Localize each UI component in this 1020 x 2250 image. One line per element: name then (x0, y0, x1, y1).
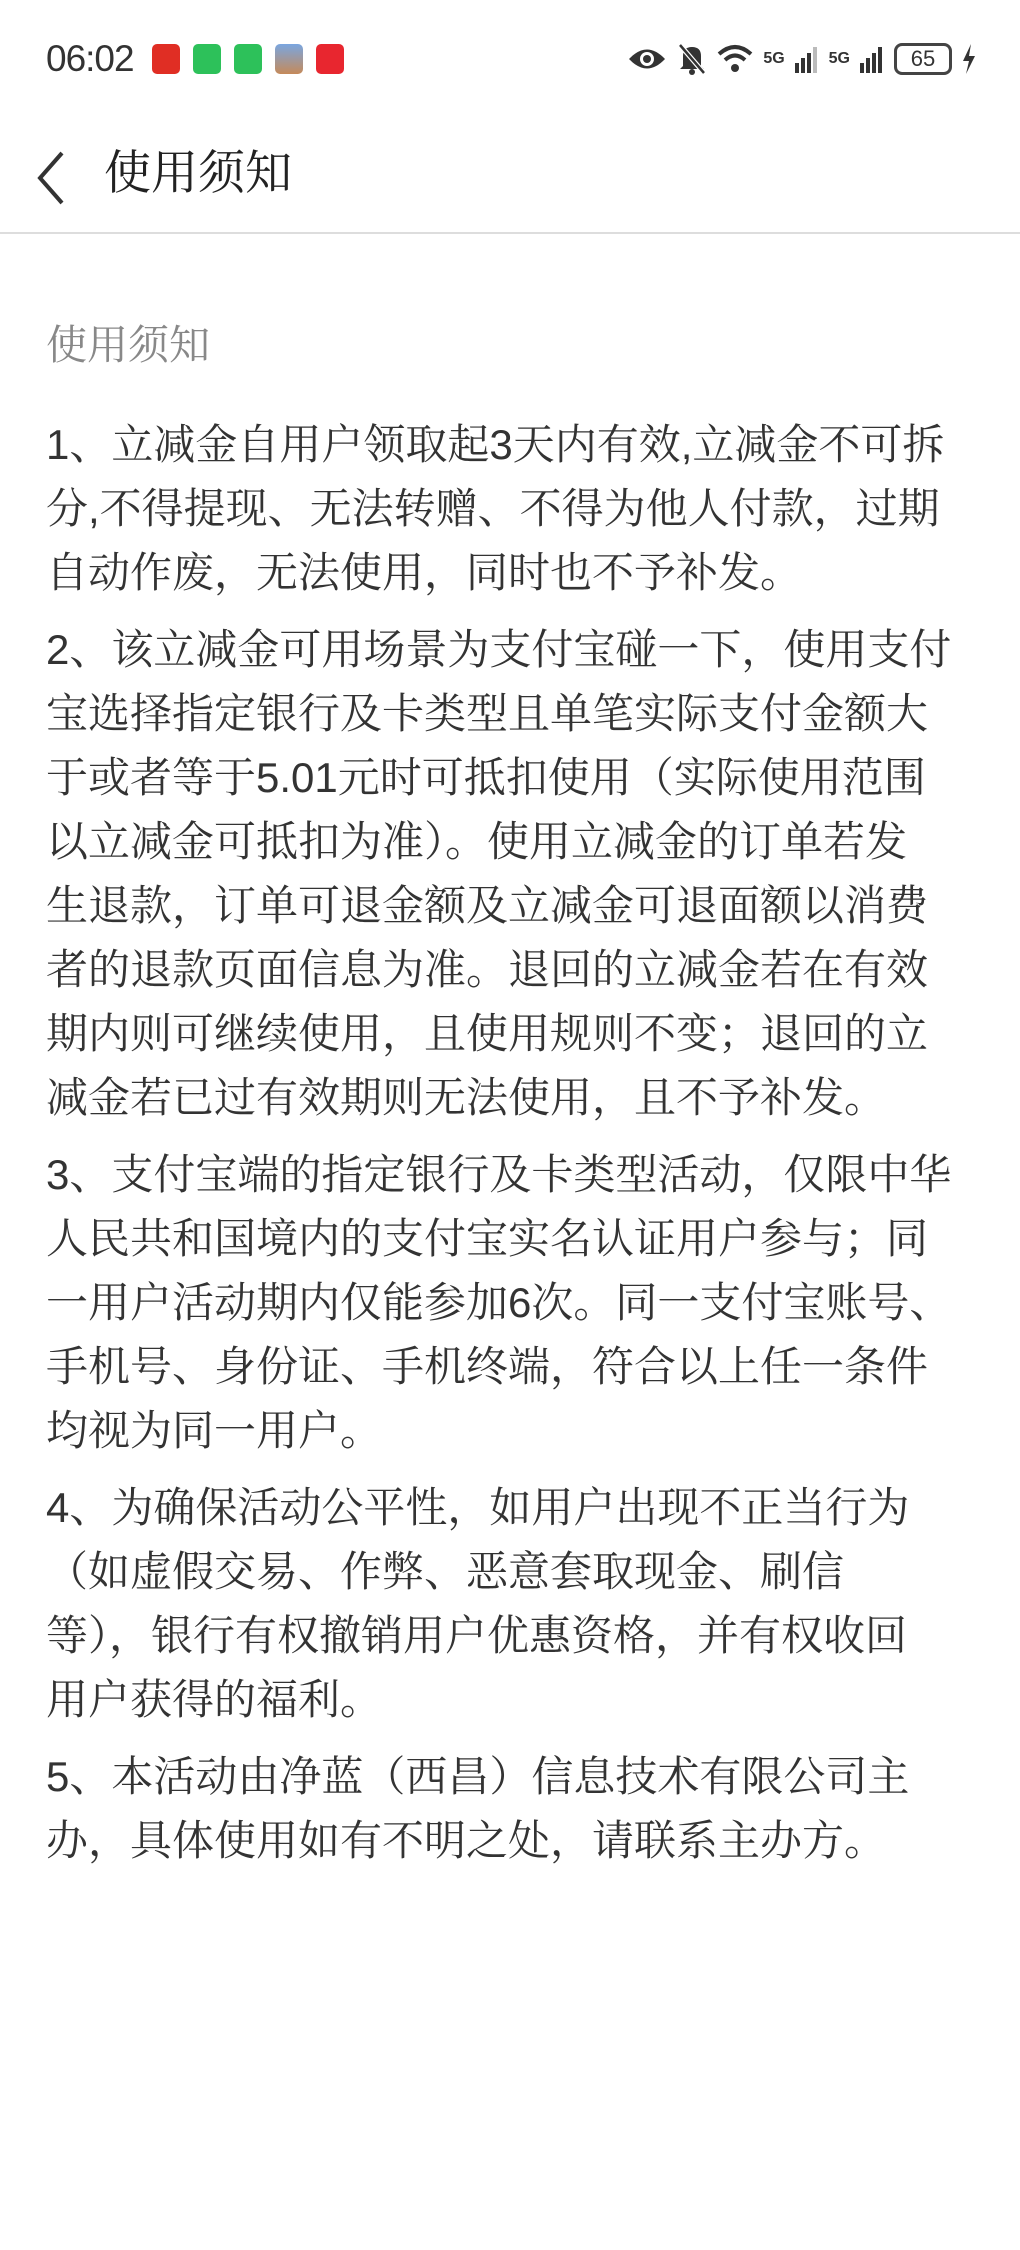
paragraph-line: 3、支付宝端的指定银行及卡类型活动，仅限中华 (46, 1151, 952, 1198)
chevron-left-icon (30, 138, 80, 208)
signal-icon (795, 45, 819, 73)
paragraph-line: 分,不得提现、无法转赠、不得为他人付款，过期 (46, 485, 940, 532)
back-button[interactable] (30, 138, 80, 208)
app-header (0, 120, 1020, 234)
wechat-icon (234, 44, 262, 74)
bell-muted-icon (677, 42, 707, 76)
network-type-2: 5G (828, 50, 850, 67)
paragraph-line: 4、为确保活动公平性，如用户出现不正当行为 (46, 1484, 910, 1531)
eye-icon (627, 44, 667, 74)
shopping-icon (316, 44, 344, 74)
paragraph-line: 减金若已过有效期则无法使用，且不予补发。 (46, 1074, 887, 1121)
paragraph-line: 期内则可继续使用，且使用规则不变；退回的立 (46, 1010, 929, 1057)
notice-paragraph (46, 1745, 996, 1873)
paragraph-line: 一用户活动期内仅能参加6次。同一支付宝账号、 (46, 1279, 952, 1326)
paragraph-line: 用户获得的福利。 (46, 1676, 383, 1723)
paragraph-line: 手机号、身份证、手机终端，符合以上任一条件 (46, 1343, 929, 1390)
notice-paragraph (46, 1143, 996, 1463)
paragraph-line: 人民共和国境内的支付宝实名认证用户参与；同 (46, 1215, 929, 1262)
paragraph-line: 于或者等于5.01元时可抵扣使用（实际使用范围 (46, 754, 926, 801)
page-title: 使用须知 (104, 146, 292, 199)
notice-paragraphs (46, 413, 996, 1873)
paragraph-line: 生退款，订单可退金额及立减金可退面额以消费 (46, 882, 929, 929)
status-bar (0, 0, 1020, 120)
status-time: 06:02 (46, 38, 134, 79)
paragraph-line: 宝选择指定银行及卡类型且单笔实际支付金额大 (46, 690, 929, 737)
section-title: 使用须知 (46, 322, 210, 368)
notice-paragraph (46, 413, 996, 605)
wifi-icon (717, 44, 753, 74)
notice-paragraph (46, 1476, 996, 1732)
charging-icon (962, 44, 976, 74)
paragraph-line: 办，具体使用如有不明之处，请联系主办方。 (46, 1817, 887, 1864)
paragraph-line: 5、本活动由净蓝（西昌）信息技术有限公司主 (46, 1753, 910, 1800)
paragraph-line: （如虚假交易、作弊、恶意套取现金、刷信 (46, 1548, 845, 1595)
paragraph-line: 以立减金可抵扣为准）。使用立减金的订单若发 (46, 818, 908, 865)
system-icons (627, 42, 976, 76)
paragraph-line: 者的退款页面信息为准。退回的立减金若在有效 (46, 946, 929, 993)
wechat-icon (193, 44, 221, 74)
paragraph-line: 2、该立减金可用场景为支付宝碰一下，使用支付 (46, 626, 952, 673)
network-type-1: 5G (763, 50, 785, 67)
paragraph-line: 均视为同一用户。 (46, 1407, 383, 1454)
battery-indicator: 65 (894, 43, 952, 75)
paragraph-line: 等），银行有权撤销用户优惠资格，并有权收回 (46, 1612, 908, 1659)
pinduoduo-icon (152, 44, 180, 74)
notification-icons (152, 44, 344, 74)
paragraph-line: 1、立减金自用户领取起3天内有效,立减金不可拆 (46, 421, 945, 468)
notice-paragraph (46, 618, 996, 1130)
signal-icon (860, 45, 884, 73)
game-icon (275, 44, 303, 74)
paragraph-line: 自动作废，无法使用，同时也不予补发。 (46, 549, 803, 596)
notice-content (46, 315, 996, 1886)
